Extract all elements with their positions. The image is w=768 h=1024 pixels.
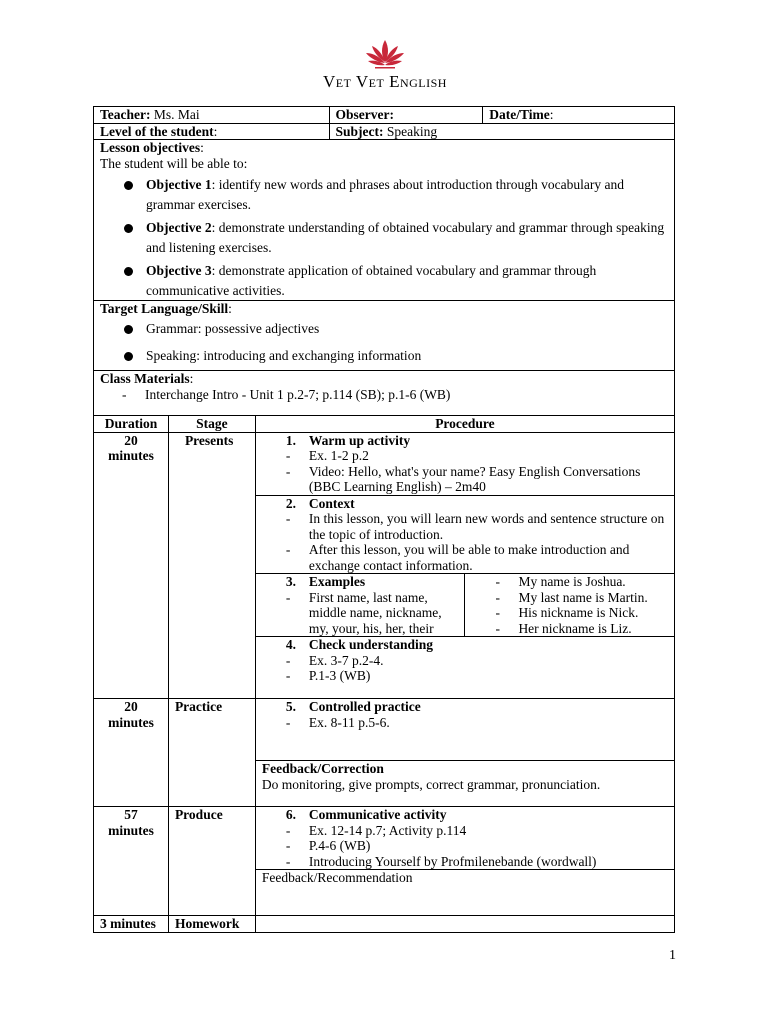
- context-cell: [255, 495, 674, 574]
- objective-item: [100, 218, 674, 257]
- bullet-icon: [124, 181, 133, 190]
- objective-text: : demonstrate application of obtained vocabulary and grammar through communicative activities.: [146, 263, 597, 298]
- correction-title: Feedback/Correction: [261, 761, 384, 776]
- controlled-item: - Ex. 8-11 p.5-6.: [285, 714, 390, 730]
- objective-title: Objective 1: [146, 177, 212, 192]
- datetime-colon: :: [549, 107, 554, 122]
- controlled-cell: [255, 699, 674, 761]
- produce-duration-text: 57 minutes: [108, 807, 154, 838]
- warmup-item: - Video: Hello, what's your name? Easy English Conversations (BBC Learning English) – 2m40: [285, 463, 641, 494]
- subject-value: Speaking: [383, 123, 438, 139]
- target-item: [100, 346, 674, 366]
- lesson-header-table: [93, 106, 675, 416]
- example-sentence: - My name is Joshua.: [495, 574, 626, 589]
- level-colon: :: [213, 123, 218, 139]
- presents-duration: [94, 432, 169, 699]
- brand-name-first: Vet Vet: [323, 72, 390, 91]
- brand-name: [300, 72, 470, 92]
- homework-stage: Homework: [168, 916, 255, 933]
- target-colon: :: [228, 301, 232, 316]
- check-cell: [255, 637, 674, 699]
- bullet-icon: [124, 224, 133, 233]
- warmup-title: 1. Warm up activity: [285, 432, 411, 448]
- datetime-cell: [483, 107, 675, 124]
- objective-text: : demonstrate understanding of obtained vocabulary and grammar through speaking and listening exercises.: [146, 220, 665, 255]
- controlled-title: 5. Controlled practice: [285, 699, 421, 714]
- warmup-item: - Ex. 1-2 p.2: [285, 448, 369, 463]
- produce-stage: Produce: [168, 807, 255, 916]
- brand-logo: [300, 38, 470, 96]
- warmup-cell: [255, 432, 674, 495]
- correction-cell: [255, 761, 674, 807]
- examples-left-cell: [255, 574, 465, 637]
- check-title: 4. Check understanding: [285, 637, 434, 652]
- example-sentence: - My last name is Martin.: [495, 589, 648, 605]
- teacher-value: Ms. Mai: [150, 107, 200, 122]
- duration-header: Duration: [94, 416, 169, 433]
- objectives-list: [100, 175, 674, 300]
- activity-item: - P.4-6 (WB): [285, 838, 371, 853]
- presents-duration-text: 20 minutes: [108, 432, 154, 463]
- teacher-label: Teacher:: [100, 107, 151, 122]
- homework-cell: [255, 916, 674, 933]
- example-sentence: - His nickname is Nick.: [495, 605, 639, 620]
- level-cell: [94, 123, 330, 140]
- activity-item: - Introducing Yourself by Profmilenebande (wordwall): [285, 853, 597, 869]
- context-item: - After this lesson, you will be able to make introduction and exchange contact information.: [285, 542, 630, 573]
- produce-duration: [94, 807, 169, 916]
- homework-duration: 3 minutes: [94, 916, 169, 933]
- context-item: - In this lesson, you will learn new words and sentence structure on the topic of introduction.: [285, 511, 665, 542]
- objective-title: Objective 3: [146, 263, 212, 278]
- target-item: [100, 319, 674, 339]
- brand-name-second: English: [389, 72, 447, 91]
- recommendation-cell: Feedback/Recommendation: [255, 870, 674, 916]
- objective-title: Objective 2: [146, 220, 212, 235]
- practice-duration: [94, 699, 169, 807]
- teacher-cell: [94, 107, 330, 124]
- level-label: Level of the student: [100, 123, 214, 139]
- target-text: Grammar: possessive adjectives: [146, 320, 320, 336]
- activity-cell: [255, 807, 674, 870]
- target-cell: [94, 301, 675, 371]
- materials-item: - Interchange Intro - Unit 1 p.2-7; p.114 (SB); p.1-6 (WB): [122, 386, 451, 402]
- observer-label: Observer:: [335, 107, 395, 122]
- objective-item: [100, 175, 674, 214]
- practice-duration-text: 20 minutes: [108, 699, 154, 730]
- procedure-table: [93, 415, 675, 933]
- activity-item: - Ex. 12-14 p.7; Activity p.114: [285, 822, 467, 838]
- presents-stage: Presents: [168, 432, 255, 699]
- check-item: - Ex. 3-7 p.2-4.: [285, 652, 384, 668]
- observer-cell: [329, 107, 483, 124]
- bullet-icon: [124, 325, 133, 334]
- target-label: Target Language/Skill: [100, 301, 229, 316]
- objectives-label: Lesson objectives: [100, 140, 201, 155]
- target-text: Speaking: introducing and exchanging information: [146, 348, 422, 363]
- objectives-cell: [94, 140, 675, 301]
- practice-stage: Practice: [168, 699, 255, 807]
- materials-cell: [94, 371, 675, 417]
- target-list: [100, 319, 674, 366]
- examples-item: - First name, last name, middle name, nickname, my, your, his, her, their: [285, 589, 442, 636]
- bullet-icon: [124, 267, 133, 276]
- objective-text: : identify new words and phrases about introduction through vocabulary and grammar exercises.: [146, 177, 625, 212]
- page-number: 1: [669, 948, 676, 963]
- objectives-intro: The student will be able to:: [100, 155, 248, 171]
- materials-text: Interchange Intro - Unit 1 p.2-7; p.114 (SB); p.1-6 (WB): [145, 386, 451, 402]
- context-title: 2. Context: [285, 495, 355, 511]
- materials-label: Class Materials: [100, 371, 190, 386]
- materials-colon: :: [189, 371, 194, 386]
- stage-header: Stage: [168, 416, 255, 433]
- objective-item: [100, 261, 674, 300]
- bullet-icon: [124, 352, 133, 361]
- procedure-header: Procedure: [255, 416, 674, 433]
- correction-text: Do monitoring, give prompts, correct grammar, pronunciation.: [261, 776, 601, 792]
- datetime-label: Date/Time: [489, 107, 550, 122]
- lotus-icon: [363, 38, 407, 72]
- activity-title: 6. Communicative activity: [285, 807, 447, 822]
- objectives-colon: :: [200, 140, 204, 155]
- subject-label: Subject:: [335, 123, 384, 139]
- check-item: - P.1-3 (WB): [285, 668, 371, 683]
- subject-cell: [329, 123, 674, 140]
- examples-title: 3. Examples: [285, 574, 366, 589]
- example-sentence: - Her nickname is Liz.: [495, 620, 632, 636]
- examples-right-cell: [465, 574, 675, 637]
